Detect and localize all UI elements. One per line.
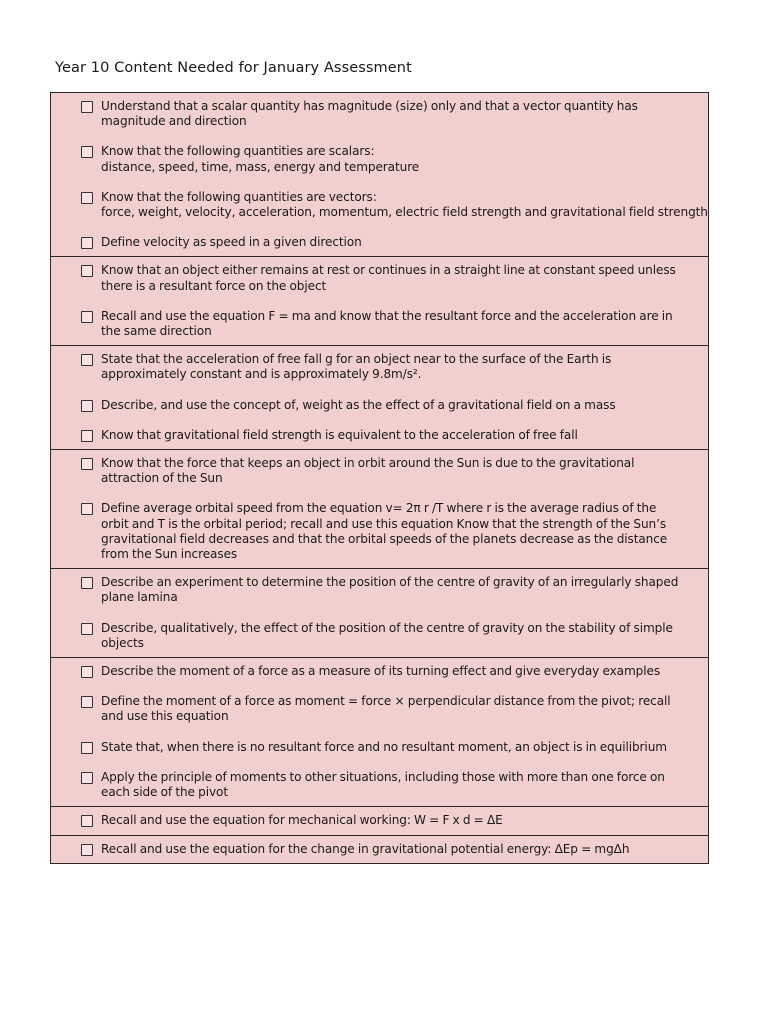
checkbox-icon[interactable] bbox=[81, 192, 93, 204]
checklist-section-potential-energy bbox=[51, 835, 708, 863]
checklist-item bbox=[51, 352, 708, 382]
item-text: Know that an object either remains at rest or continues in a straight line at constant speed unless there is a resultant force on the object bbox=[101, 263, 676, 293]
item-text: Recall and use the equation F = ma and know that the resultant force and the acceleration are in the same direction bbox=[101, 308, 673, 339]
checkbox-icon[interactable] bbox=[81, 265, 93, 277]
checkbox-icon[interactable] bbox=[81, 430, 93, 442]
checklist-item bbox=[51, 575, 708, 605]
checklist-item bbox=[51, 501, 708, 562]
checkbox-icon[interactable] bbox=[81, 237, 93, 249]
item-text: Know that the force that keeps an object in orbit around the Sun is due to the gravitational attraction of the Sun bbox=[101, 456, 635, 486]
checklist-item bbox=[51, 694, 708, 724]
item-text: Understand that a scalar quantity has magnitude (size) only and that a vector quantity has magnitude and direction bbox=[101, 99, 638, 129]
assessment-checklist bbox=[50, 92, 709, 864]
checklist-item bbox=[51, 770, 708, 800]
item-text: Describe the moment of a force as a measure of its turning effect and give everyday examples bbox=[101, 664, 661, 679]
item-text: Define average orbital speed from the equation v= 2π r /T where r is the average radius of the orbit and T is the orbital period; recall and use this equation Know that the strength of the Sun’s gravitational field decreases and that the orbital speeds of the planets decrease as the distance from the Sun increases bbox=[101, 501, 668, 562]
checkbox-icon[interactable] bbox=[81, 311, 93, 323]
item-text: Describe, and use the concept of, weight as the effect of a gravitational field on a mass bbox=[101, 397, 616, 412]
checkbox-icon[interactable] bbox=[81, 696, 93, 708]
checkbox-icon[interactable] bbox=[81, 577, 93, 589]
checklist-item bbox=[51, 740, 708, 755]
checkbox-icon[interactable] bbox=[81, 400, 93, 412]
checklist-item bbox=[51, 309, 708, 339]
checklist-section-centre-of-gravity bbox=[51, 568, 708, 657]
checklist-item bbox=[51, 144, 708, 174]
item-text: Apply the principle of moments to other situations, including those with more than one force on each side of the pivot bbox=[101, 769, 665, 800]
checklist-item bbox=[51, 428, 708, 443]
checkbox-icon[interactable] bbox=[81, 772, 93, 784]
item-text: State that the acceleration of free fall g for an object near to the surface of the Earth is approximately constant and is approximately 9.8m/s². bbox=[101, 352, 612, 382]
checklist-item bbox=[51, 235, 708, 250]
checklist-section-moments bbox=[51, 657, 708, 806]
checklist-item bbox=[51, 99, 708, 129]
checkbox-icon[interactable] bbox=[81, 146, 93, 158]
item-text: Define the moment of a force as moment = force × perpendicular distance from the pivot; recall and use this equation bbox=[101, 694, 671, 724]
checklist-section-work bbox=[51, 806, 708, 834]
checkbox-icon[interactable] bbox=[81, 623, 93, 635]
checkbox-icon[interactable] bbox=[81, 815, 93, 827]
item-text: State that, when there is no resultant force and no resultant moment, an object is in equilibrium bbox=[101, 739, 667, 754]
checklist-section-orbits bbox=[51, 449, 708, 568]
checkbox-icon[interactable] bbox=[81, 458, 93, 470]
checkbox-icon[interactable] bbox=[81, 666, 93, 678]
checkbox-icon[interactable] bbox=[81, 742, 93, 754]
checklist-item bbox=[51, 664, 708, 679]
checkbox-icon[interactable] bbox=[81, 354, 93, 366]
page-title: Year 10 Content Needed for January Assessment bbox=[55, 60, 412, 76]
checklist-section-gravity bbox=[51, 345, 708, 449]
checklist-item bbox=[51, 190, 708, 220]
checklist-item bbox=[51, 263, 708, 293]
checklist-item bbox=[51, 813, 708, 828]
item-text: Describe an experiment to determine the position of the centre of gravity of an irregularly shaped plane lamina bbox=[101, 575, 679, 605]
checkbox-icon[interactable] bbox=[81, 101, 93, 113]
checklist-section-forces bbox=[51, 256, 708, 345]
checklist-item bbox=[51, 842, 708, 857]
checklist-section-quantities bbox=[51, 93, 708, 256]
item-text: Recall and use the equation for mechanical working: W = F x d = ΔE bbox=[101, 813, 503, 828]
item-text: Know that the following quantities are scalars: distance, speed, time, mass, energy and temperature bbox=[101, 144, 420, 174]
item-text: Know that the following quantities are vectors: force, weight, velocity, acceleration, momentum, electric field strength and gravitational field strength bbox=[101, 189, 708, 220]
item-text: Define velocity as speed in a given direction bbox=[101, 235, 362, 250]
item-text: Know that gravitational field strength is equivalent to the acceleration of free fall bbox=[101, 427, 578, 442]
checklist-item bbox=[51, 621, 708, 651]
checklist-item bbox=[51, 456, 708, 486]
item-text: Describe, qualitatively, the effect of the position of the centre of gravity on the stability of simple objects bbox=[101, 620, 673, 650]
checkbox-icon[interactable] bbox=[81, 844, 93, 856]
item-text: Recall and use the equation for the change in gravitational potential energy: ΔEp = mgΔh bbox=[101, 841, 630, 856]
checklist-item bbox=[51, 398, 708, 413]
checkbox-icon[interactable] bbox=[81, 503, 93, 515]
